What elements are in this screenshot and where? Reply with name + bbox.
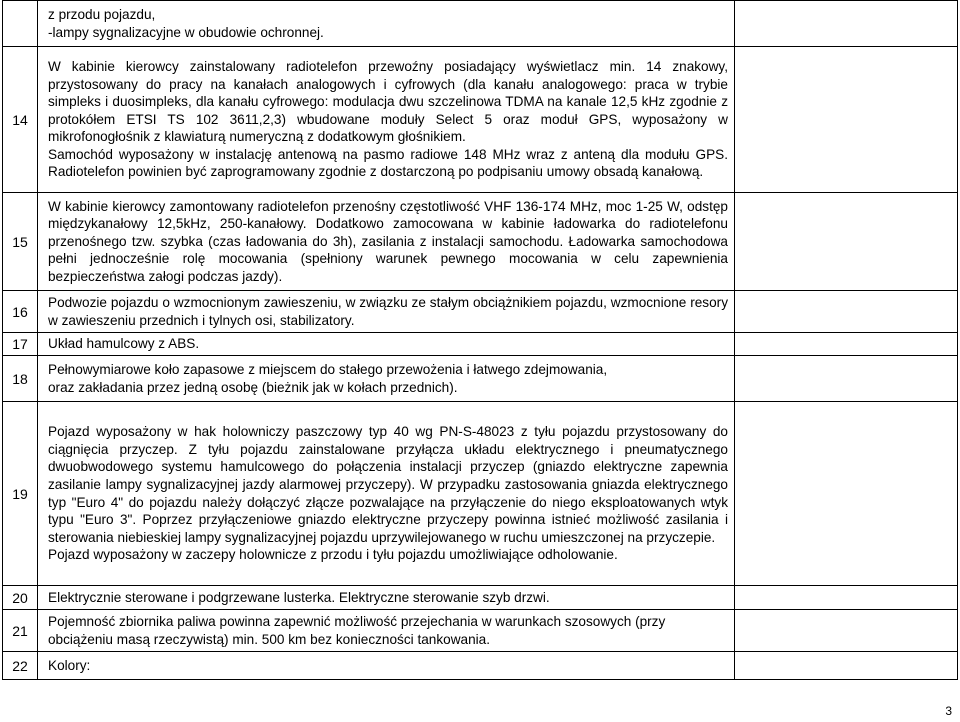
paragraph: Układ hamulcowy z ABS. xyxy=(48,336,200,352)
blank-cell xyxy=(735,1,958,47)
row-description xyxy=(38,193,735,291)
paragraph: Samochód wyposażony w instalację antenową na pasmo radiowe 148 MHz wraz z anteną dla modułu GPS. Radiotelefon powinien być zaprogramowany zgodnie z dostarczoną po podpisaniu umowy obsadą kanałową. xyxy=(48,146,728,180)
table-row xyxy=(3,356,958,402)
row-description xyxy=(38,610,735,652)
row-number: 21 xyxy=(3,610,38,652)
table-row xyxy=(3,333,958,356)
blank-cell xyxy=(735,652,958,680)
row-description xyxy=(38,402,735,586)
paragraph: Pełnowymiarowe koło zapasowe z miejscem do stałego przewożenia i łatwego zdejmowania, xyxy=(48,361,608,377)
row-number xyxy=(3,1,38,47)
table-row xyxy=(3,1,958,47)
row-description xyxy=(38,47,735,193)
row-number: 22 xyxy=(3,652,38,680)
blank-cell xyxy=(735,402,958,586)
row-number: 16 xyxy=(3,291,38,333)
paragraph: W kabinie kierowcy zamontowany radiotelefon przenośny częstotliwość VHF 136-174 MHz, moc 1-25 W, odstęp międzykanałowy 12,5kHz, 250-kanałowy. Dodatkowo zamocowana w kabinie ładowarka do radiotelefonu przenośnego tzw. szybka (czas ładowania do 3h), zasilania z instalacji samochodu. Ładowarka samochodowa pełni jednocześnie rolę mocowania (spełniony warunek pewnego mocowania w celu zapewnienia bezpieczeństwa załogi podczas jazdy). xyxy=(48,198,728,284)
paragraph: Pojazd wyposażony w hak holowniczy paszczowy typ 40 wg PN-S-48023 z tyłu pojazdu przystosowany do ciągnięcia przyczep. Z tyłu pojazdu zainstalowane przyłącza układu elektrycznego i pneumatycznego dwuobwodowego systemu hamulcowego do połączenia instalacji przyczep (gniazdo elektryczne zapewnia zasilanie lampy sygnalizacyjnej jazdy alarmowej przyczepy). W przypadku zastosowania gniazda elektrycznego typ "Euro 4" do pojazdu należy dołączyć złącze pozwalające na przyłączenie do niego eksploatowanych wtyk typu "Euro 3". Poprzez przyłączeniowe gniazdo elektryczne przyczepy powinna istnieć możliwość zasilania i sterowania niebieskiej lampy sygnalizacyjnej pojazdu uprzywilejowanego w ruchu umieszczonej na przyczepie. xyxy=(48,424,728,545)
paragraph: Elektrycznie sterowane i podgrzewane lusterka. Elektryczne sterowanie szyb drzwi. xyxy=(48,589,550,605)
table-row xyxy=(3,402,958,586)
row-number: 14 xyxy=(3,47,38,193)
row-description xyxy=(38,356,735,402)
paragraph: W kabinie kierowcy zainstalowany radiotelefon przewoźny posiadający wyświetlacz min. 14 znakowy, przystosowany do pracy na kanałach analogowych i cyfrowych (dla kanału analogowego: praca w trybie simpleks i duosimpleks, dla kanału cyfrowego: modulacja dwu szczelinowa TDMA na kanale 12,5 kHz zgodnie z protokółem ETSI TS 102 3611,2,3) wbudowane moduły Select 5 oraz moduł GPS, wyposażony w mikrofonogłośnik z klawiaturą numeryczną z dodatkowym głośnikiem. xyxy=(48,58,728,145)
paragraph: Pojazd wyposażony w zaczepy holownicze z przodu i tyłu pojazdu umożliwiające odholowanie. xyxy=(48,547,618,563)
row-description xyxy=(38,1,735,47)
row-number: 17 xyxy=(3,333,38,356)
row-number: 19 xyxy=(3,402,38,586)
paragraph: Pojemność zbiornika paliwa powinna zapewnić możliwość przejechania w warunkach szosowych (przy obciążeniu masą rzeczywistą) min. 500 km bez konieczności tankowania. xyxy=(48,613,666,647)
table-row xyxy=(3,291,958,333)
row-description xyxy=(38,652,735,680)
paragraph: oraz zakładania przez jedną osobę (bieżnik jak w kołach przednich). xyxy=(48,379,458,395)
paragraph: -lampy sygnalizacyjne w obudowie ochronnej. xyxy=(48,24,324,40)
row-number: 15 xyxy=(3,193,38,291)
blank-cell xyxy=(735,610,958,652)
table-row xyxy=(3,610,958,652)
blank-cell xyxy=(735,291,958,333)
blank-cell xyxy=(735,356,958,402)
row-description xyxy=(38,586,735,610)
paragraph: Podwozie pojazdu o wzmocnionym zawieszeniu, w związku ze stałym obciążnikiem pojazdu, wzmocnione resory w zawieszeniu przednich i tylnych osi, stabilizatory. xyxy=(48,294,728,328)
row-number: 20 xyxy=(3,586,38,610)
row-number: 18 xyxy=(3,356,38,402)
blank-cell xyxy=(735,333,958,356)
row-description xyxy=(38,333,735,356)
table-row xyxy=(3,193,958,291)
blank-cell xyxy=(735,586,958,610)
blank-cell xyxy=(735,47,958,193)
table-row xyxy=(3,47,958,193)
blank-cell xyxy=(735,193,958,291)
table-row xyxy=(3,652,958,680)
row-description xyxy=(38,291,735,333)
paragraph: Kolory: xyxy=(48,657,91,673)
spec-table xyxy=(2,0,958,680)
table-row xyxy=(3,586,958,610)
paragraph: z przodu pojazdu, xyxy=(48,6,156,22)
page-number: 3 xyxy=(945,704,952,718)
